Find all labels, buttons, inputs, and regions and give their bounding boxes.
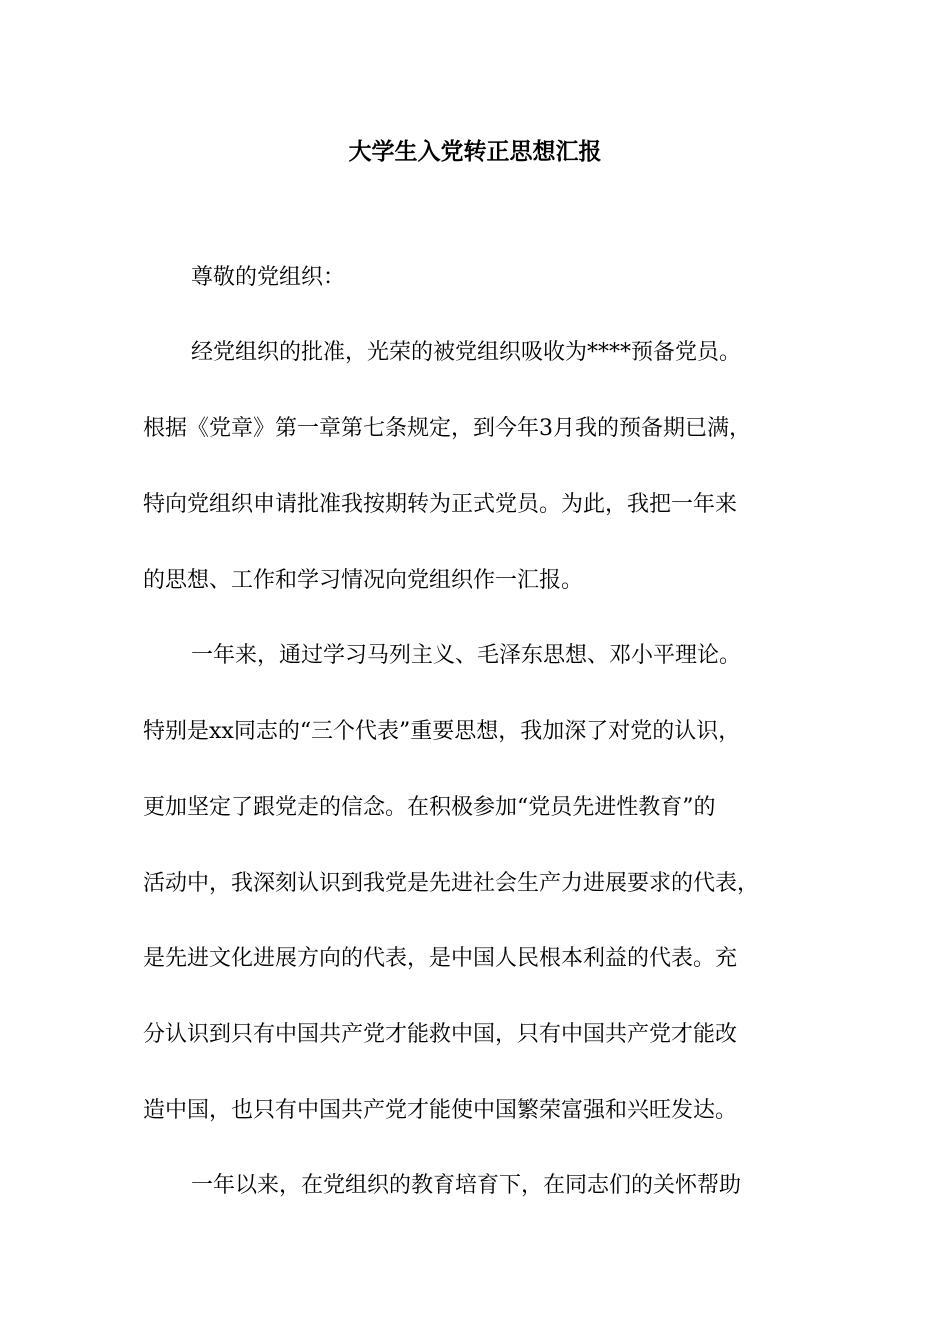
- paragraph-line: 一年以来，在党组织的教育培育下，在同志们的关怀帮助: [191, 1173, 742, 1198]
- paragraph-line: 是先进文化进展方向的代表，是中国人民根本利益的代表。充: [143, 946, 738, 971]
- paragraph-line: 经党组织的批准，光荣的被党组织吸收为****预备党员。: [191, 340, 742, 365]
- document-title: 大学生入党转正思想汇报: [348, 138, 602, 165]
- paragraph-line: 特别是xx同志的“三个代表”重要思想，我加深了对党的认识，: [143, 719, 741, 744]
- salutation: 尊敬的党组织：: [191, 265, 346, 290]
- paragraph-line: 更加坚定了跟党走的信念。在积极参加“党员先进性教育”的: [143, 795, 716, 820]
- paragraph-line: 根据《党章》第一章第七条规定，到今年3月我的预备期已满，: [143, 416, 751, 441]
- paragraph-line: 一年来，通过学习马列主义、毛泽东思想、邓小平理论。: [191, 643, 742, 668]
- paragraph-line: 分认识到只有中国共产党才能救中国，只有中国共产党才能改: [143, 1022, 738, 1047]
- paragraph-line: 造中国，也只有中国共产党才能使中国繁荣富强和兴旺发达。: [143, 1098, 738, 1123]
- paragraph-line: 活动中，我深刻认识到我党是先进社会生产力进展要求的代表，: [143, 871, 760, 896]
- paragraph-line: 的思想、工作和学习情况向党组织作一汇报。: [143, 568, 584, 593]
- paragraph-line: 特向党组织申请批准我按期转为正式党员。为此，我把一年来: [143, 492, 738, 517]
